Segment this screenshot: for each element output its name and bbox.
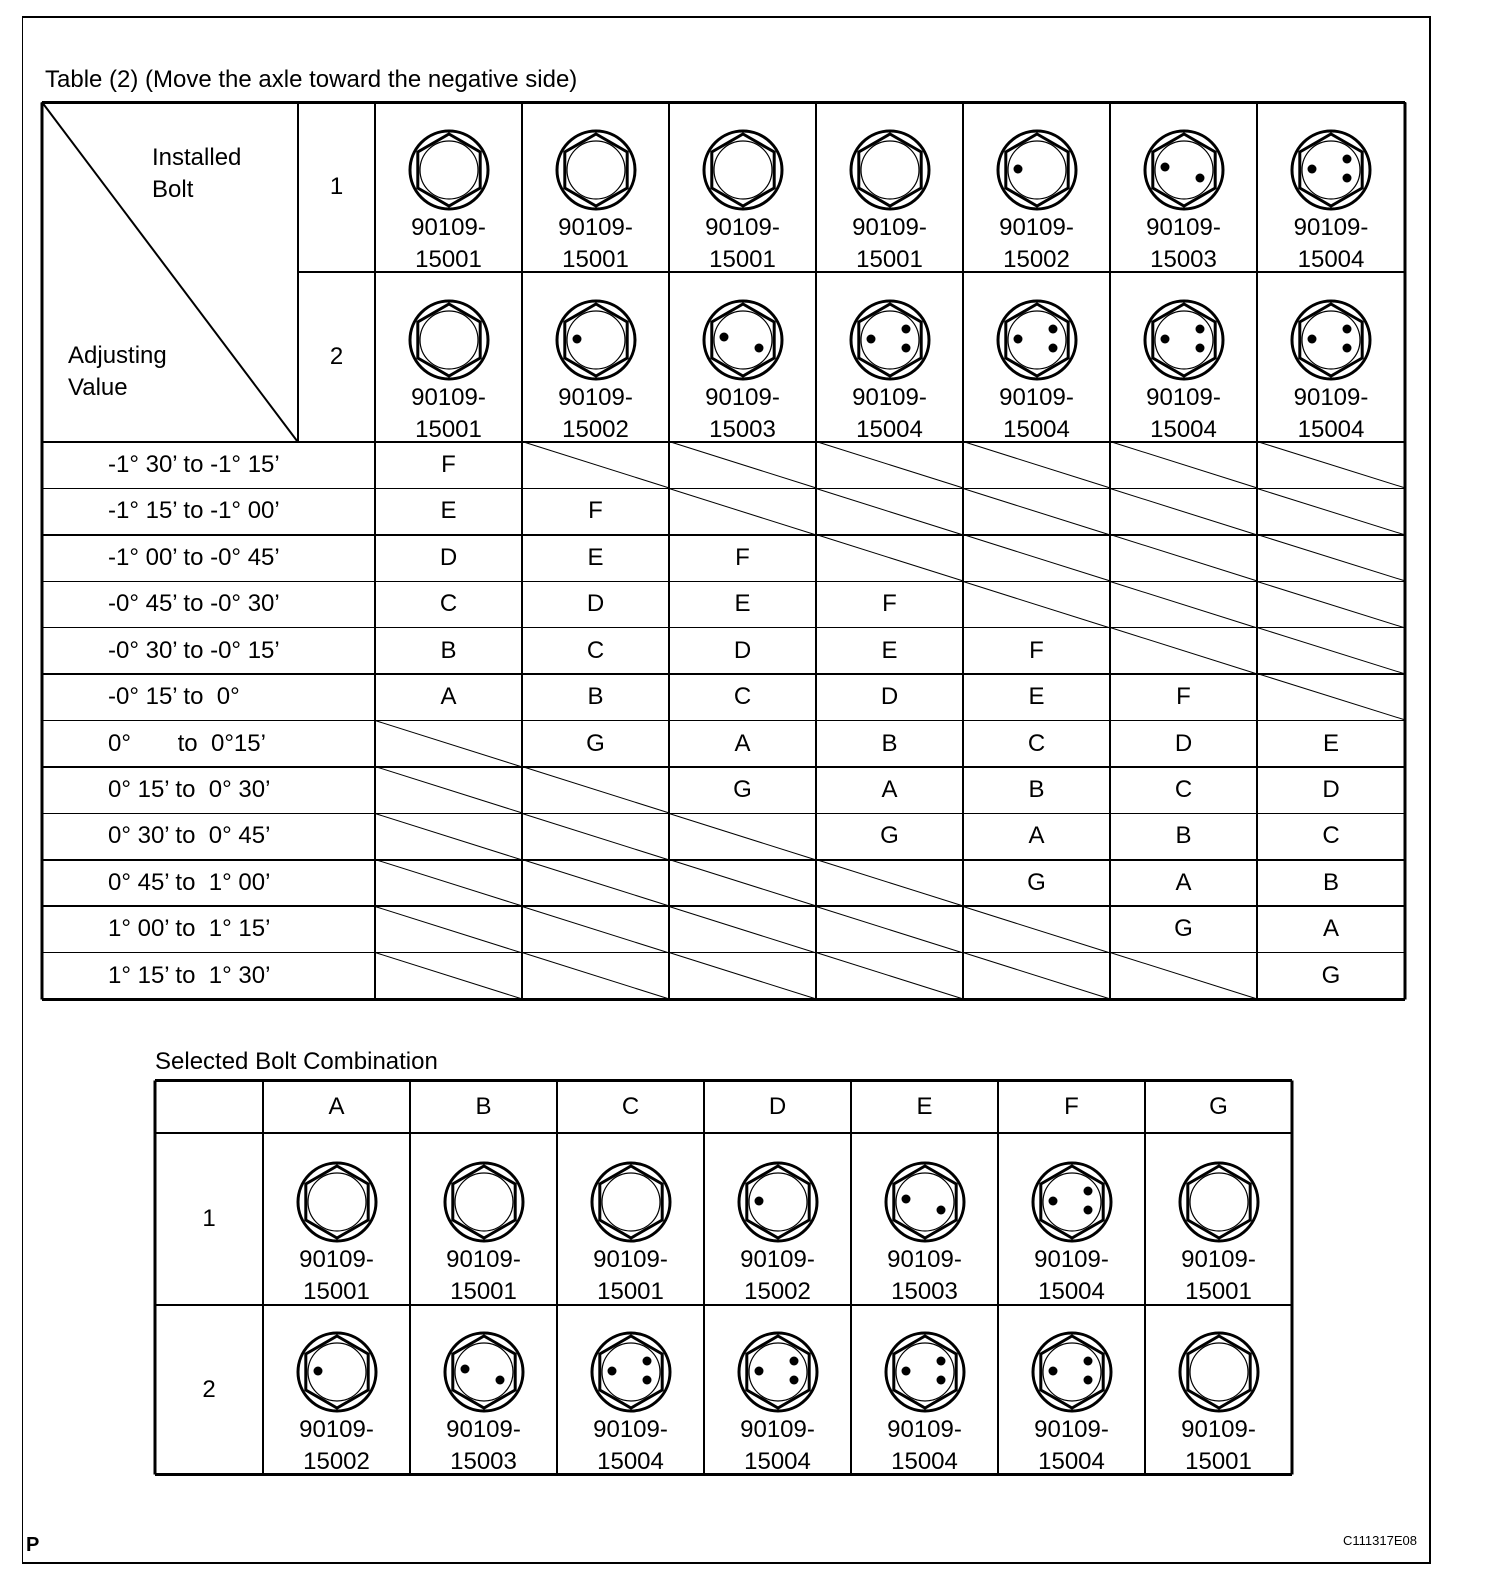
- part-number-suffix: 15001: [415, 246, 482, 273]
- adjusting-value-label: 0° 45’ to 1° 00’: [108, 868, 271, 896]
- grid-line: [41, 102, 44, 999]
- bolt-head-icon: [1030, 1160, 1114, 1244]
- combination-letter: G: [880, 822, 899, 850]
- combination-title: Selected Bolt Combination: [155, 1048, 438, 1075]
- part-number-prefix: 90109-: [411, 214, 486, 241]
- combination-letter: F: [735, 543, 750, 571]
- bolt: [557, 1330, 704, 1478]
- part-number-suffix: 15001: [856, 246, 923, 273]
- bolt: [263, 1160, 410, 1308]
- bolt-row-label: 2: [202, 1376, 216, 1403]
- bolt-head-icon: [1289, 128, 1373, 212]
- part-number-suffix: 15004: [1003, 416, 1070, 443]
- part-number-suffix: 15004: [1297, 246, 1365, 273]
- part-number-prefix: 90109-: [705, 384, 780, 411]
- part-number-suffix: 15002: [744, 1278, 811, 1305]
- part-number-suffix: 15001: [562, 246, 629, 273]
- bolt: [522, 128, 669, 276]
- bolt-part-number: [1257, 382, 1405, 446]
- bolt-part-number: [816, 382, 963, 446]
- combination-letter: A: [1028, 822, 1045, 850]
- adjusting-value-label: 0° 15’ to 0° 30’: [108, 775, 271, 803]
- combination-letter: C: [733, 683, 752, 711]
- bolt-part-number: [704, 1414, 851, 1478]
- combination-header: D: [768, 1093, 787, 1120]
- adjusting-value-label: -0° 15’ to 0°: [108, 683, 240, 711]
- part-number-prefix: 90109-: [558, 214, 633, 241]
- bolt: [851, 1160, 998, 1308]
- part-number-prefix: 90109-: [852, 384, 927, 411]
- bolt: [263, 1330, 410, 1478]
- part-number-suffix: 15004: [1038, 1448, 1105, 1475]
- bolt: [375, 298, 522, 446]
- part-number-suffix: 15001: [1185, 1448, 1252, 1475]
- combination-letter: D: [733, 636, 752, 664]
- combination-letter: C: [1322, 822, 1340, 850]
- combination-header: B: [475, 1093, 492, 1120]
- bolt-part-number: [1110, 212, 1257, 276]
- combination-letter: D: [1322, 775, 1340, 803]
- adjusting-value-label: -1° 15’ to -1° 00’: [108, 497, 280, 525]
- bolt-part-number: [263, 1414, 410, 1478]
- combination-letter: G: [733, 775, 752, 803]
- bolt-head-icon: [295, 1330, 379, 1414]
- part-number-suffix: 15004: [1297, 416, 1365, 443]
- bolt: [1257, 298, 1405, 446]
- part-number-suffix: 15004: [597, 1448, 664, 1475]
- bolt-part-number: [963, 212, 1110, 276]
- part-number-suffix: 15004: [744, 1448, 811, 1475]
- part-number-prefix: 90109-: [411, 384, 486, 411]
- combination-letter: D: [439, 543, 458, 571]
- page-marker: P: [26, 1534, 40, 1556]
- combination-letter: B: [881, 729, 898, 757]
- grid-line: [42, 101, 1405, 104]
- combination-letter: D: [1174, 729, 1193, 757]
- part-number-suffix: 15004: [856, 416, 923, 443]
- bolt: [557, 1160, 704, 1308]
- part-number-suffix: 15003: [891, 1278, 958, 1305]
- combination-letter: C: [586, 636, 605, 664]
- bolt-head-icon: [442, 1160, 526, 1244]
- combination-letter: D: [586, 590, 605, 618]
- combination-letter: E: [1322, 729, 1339, 757]
- combination-letter: C: [1174, 775, 1193, 803]
- part-number-prefix: 90109-: [1293, 384, 1369, 411]
- bolt: [1110, 128, 1257, 276]
- part-number-prefix: 90109-: [299, 1416, 374, 1443]
- combination-letter: G: [586, 729, 605, 757]
- part-number-prefix: 90109-: [740, 1246, 815, 1273]
- bolt-head-icon: [442, 1330, 526, 1414]
- combination-header: G: [1209, 1093, 1228, 1120]
- combination-letter: E: [1028, 683, 1045, 711]
- bolt: [1145, 1160, 1292, 1308]
- bolt-row-label: 1: [329, 173, 344, 200]
- part-number-prefix: 90109-: [705, 214, 780, 241]
- bolt-part-number: [557, 1244, 704, 1308]
- combination-header: C: [621, 1093, 640, 1120]
- combination-letter: G: [1321, 961, 1341, 989]
- bolt-part-number: [816, 212, 963, 276]
- combination-letter: F: [588, 497, 603, 525]
- bolt: [816, 128, 963, 276]
- part-number-prefix: 90109-: [1181, 1246, 1256, 1273]
- bolt: [410, 1330, 557, 1478]
- adjusting-value-label: -0° 45’ to -0° 30’: [108, 590, 280, 618]
- combination-letter: A: [1175, 868, 1192, 896]
- bolt: [851, 1330, 998, 1478]
- combination-header: A: [328, 1093, 345, 1120]
- part-number-suffix: 15003: [1150, 246, 1217, 273]
- bolt-part-number: [669, 382, 816, 446]
- combination-letter: G: [1027, 868, 1046, 896]
- part-number-prefix: 90109-: [446, 1416, 521, 1443]
- table2-title: Table (2) (Move the axle toward the negative side): [45, 66, 578, 93]
- part-number-prefix: 90109-: [1181, 1416, 1256, 1443]
- combination-letter: A: [881, 775, 898, 803]
- combination-letter: B: [1322, 868, 1339, 896]
- bolt-part-number: [851, 1414, 998, 1478]
- bolt: [669, 128, 816, 276]
- bolt-part-number: [1110, 382, 1257, 446]
- bolt: [1145, 1330, 1292, 1478]
- part-number-suffix: 15001: [450, 1278, 517, 1305]
- part-number-suffix: 15001: [415, 416, 482, 443]
- part-number-prefix: 90109-: [1034, 1416, 1109, 1443]
- bolt-row-label: 2: [329, 343, 344, 370]
- bolt-part-number: [963, 382, 1110, 446]
- adjusting-value-label: 1° 00’ to 1° 15’: [108, 915, 271, 943]
- part-number-prefix: 90109-: [999, 384, 1074, 411]
- bolt-part-number: [410, 1244, 557, 1308]
- bolt: [375, 128, 522, 276]
- combination-letter: G: [1174, 915, 1193, 943]
- bolt: [704, 1160, 851, 1308]
- part-number-prefix: 90109-: [1034, 1246, 1109, 1273]
- part-number-suffix: 15002: [1003, 246, 1070, 273]
- bolt: [1257, 128, 1405, 276]
- part-number-prefix: 90109-: [999, 214, 1074, 241]
- part-number-prefix: 90109-: [593, 1246, 668, 1273]
- part-number-prefix: 90109-: [558, 384, 633, 411]
- figure-code: C111317E08: [1343, 1533, 1417, 1548]
- bolt: [816, 298, 963, 446]
- bolt-head-icon: [589, 1160, 673, 1244]
- corner-adjusting-value: Adjusting Value: [68, 342, 167, 401]
- combination-letter: E: [734, 590, 751, 618]
- combination-letter: B: [587, 683, 604, 711]
- combination-letter: A: [440, 683, 457, 711]
- bolt-head-icon: [883, 1160, 967, 1244]
- bolt: [998, 1330, 1145, 1478]
- part-number-prefix: 90109-: [1293, 214, 1369, 241]
- bolt-head-icon: [995, 298, 1079, 382]
- adjusting-value-label: -1° 00’ to -0° 45’: [108, 543, 280, 571]
- bolt: [410, 1160, 557, 1308]
- bolt-head-icon: [701, 298, 785, 382]
- bolt-head-icon: [407, 128, 491, 212]
- bolt-head-icon: [736, 1160, 820, 1244]
- bolt-part-number: [851, 1244, 998, 1308]
- bolt-head-icon: [848, 128, 932, 212]
- combination-letter: B: [1028, 775, 1045, 803]
- part-number-suffix: 15003: [450, 1448, 517, 1475]
- adjusting-value-label: 0° to 0°15’: [108, 729, 266, 757]
- bolt-head-icon: [554, 128, 638, 212]
- bolt: [963, 298, 1110, 446]
- part-number-suffix: 15002: [303, 1448, 370, 1475]
- bolt-head-icon: [1177, 1160, 1261, 1244]
- bolt-head-icon: [1142, 298, 1226, 382]
- bolt-head-icon: [848, 298, 932, 382]
- bolt-head-icon: [883, 1330, 967, 1414]
- bolt: [522, 298, 669, 446]
- part-number-prefix: 90109-: [299, 1246, 374, 1273]
- part-number-suffix: 15003: [709, 416, 776, 443]
- part-number-suffix: 15002: [562, 416, 629, 443]
- bolt-head-icon: [1030, 1330, 1114, 1414]
- combination-letter: F: [441, 451, 456, 478]
- combination-letter: D: [880, 683, 899, 711]
- combination-letter: A: [1322, 915, 1339, 943]
- bolt-head-icon: [554, 298, 638, 382]
- combination-letter: E: [440, 497, 457, 525]
- bolt-head-icon: [1289, 298, 1373, 382]
- bolt-part-number: [263, 1244, 410, 1308]
- bolt-part-number: [1145, 1414, 1292, 1478]
- combination-letter: F: [882, 590, 897, 618]
- bolt: [1110, 298, 1257, 446]
- bolt-head-icon: [701, 128, 785, 212]
- part-number-prefix: 90109-: [593, 1416, 668, 1443]
- bolt-row-label: 1: [202, 1205, 216, 1232]
- part-number-prefix: 90109-: [852, 214, 927, 241]
- bolt-part-number: [522, 382, 669, 446]
- bolt-part-number: [998, 1414, 1145, 1478]
- bolt-part-number: [522, 212, 669, 276]
- bolt-part-number: [375, 212, 522, 276]
- part-number-suffix: 15004: [1150, 416, 1217, 443]
- part-number-prefix: 90109-: [446, 1246, 521, 1273]
- bolt-part-number: [669, 212, 816, 276]
- bolt-part-number: [704, 1244, 851, 1308]
- corner-installed-bolt: Installed Bolt: [152, 144, 242, 203]
- adjusting-value-label: -1° 30’ to -1° 15’: [108, 451, 280, 478]
- combination-letter: F: [1029, 636, 1044, 664]
- bolt-head-icon: [1177, 1330, 1261, 1414]
- part-number-suffix: 15004: [1038, 1278, 1105, 1305]
- bolt-part-number: [410, 1414, 557, 1478]
- adjusting-value-label: -0° 30’ to -0° 15’: [108, 636, 280, 664]
- combination-header: F: [1064, 1093, 1079, 1120]
- bolt-part-number: [375, 382, 522, 446]
- bolt-part-number: [1257, 212, 1405, 276]
- part-number-prefix: 90109-: [740, 1416, 815, 1443]
- bolt: [998, 1160, 1145, 1308]
- bolt-head-icon: [407, 298, 491, 382]
- bolt-head-icon: [295, 1160, 379, 1244]
- combination-letter: C: [439, 590, 458, 618]
- part-number-prefix: 90109-: [1146, 384, 1221, 411]
- part-number-suffix: 15004: [891, 1448, 958, 1475]
- bolt-head-icon: [995, 128, 1079, 212]
- combination-letter: C: [1027, 729, 1046, 757]
- adjusting-value-label: 1° 15’ to 1° 30’: [108, 961, 271, 989]
- bolt: [704, 1330, 851, 1478]
- combination-letter: E: [587, 543, 604, 571]
- combination-letter: B: [1175, 822, 1192, 850]
- bolt: [669, 298, 816, 446]
- part-number-prefix: 90109-: [887, 1246, 962, 1273]
- bolt-head-icon: [1142, 128, 1226, 212]
- bolt-part-number: [557, 1414, 704, 1478]
- bolt-part-number: [1145, 1244, 1292, 1308]
- combination-letter: F: [1176, 683, 1191, 711]
- part-number-prefix: 90109-: [1146, 214, 1221, 241]
- bolt: [963, 128, 1110, 276]
- part-number-suffix: 15001: [303, 1278, 370, 1305]
- combination-letter: B: [440, 636, 457, 664]
- combination-letter: A: [734, 729, 751, 757]
- bolt-part-number: [998, 1244, 1145, 1308]
- combination-header: E: [916, 1093, 933, 1120]
- bolt-head-icon: [589, 1330, 673, 1414]
- part-number-suffix: 15001: [709, 246, 776, 273]
- part-number-suffix: 15001: [597, 1278, 664, 1305]
- adjusting-value-label: 0° 30’ to 0° 45’: [108, 822, 271, 850]
- bolt-head-icon: [736, 1330, 820, 1414]
- combination-letter: E: [881, 636, 898, 664]
- part-number-suffix: 15001: [1185, 1278, 1252, 1305]
- part-number-prefix: 90109-: [887, 1416, 962, 1443]
